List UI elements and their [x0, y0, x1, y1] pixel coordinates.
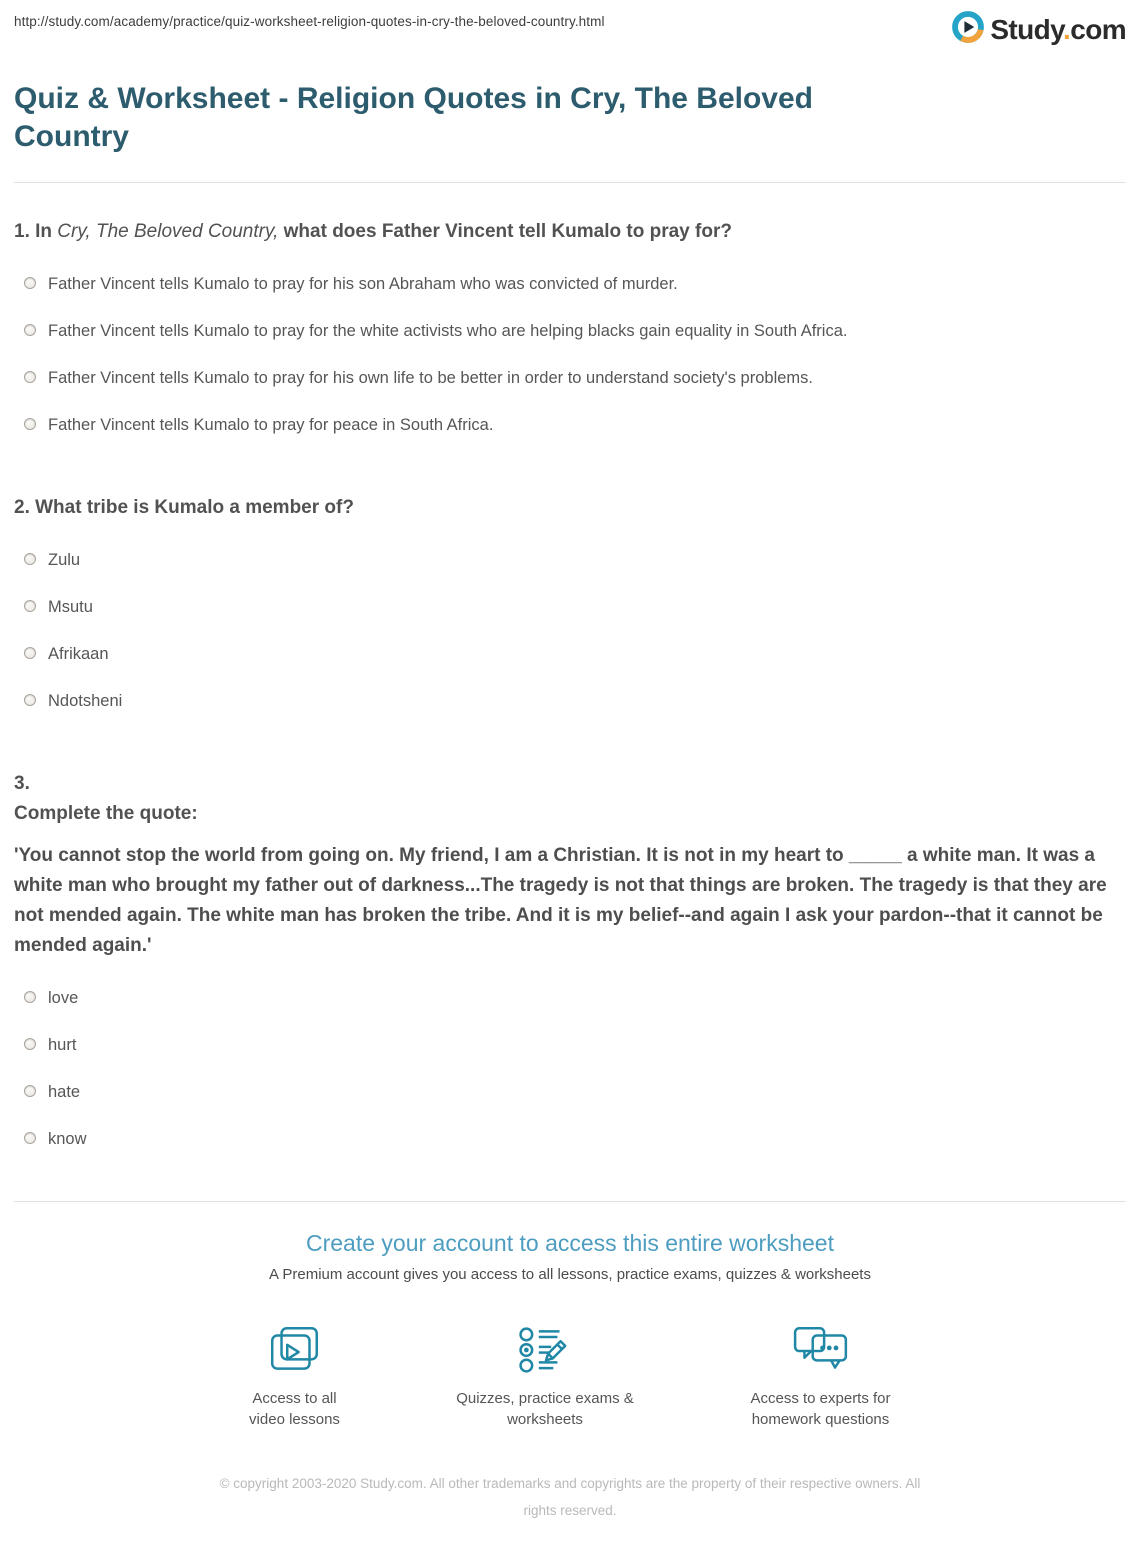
option-label: hate [48, 1083, 81, 1101]
answer-option[interactable] [14, 550, 1126, 570]
answer-option[interactable] [14, 274, 1126, 294]
option-label: Msutu [48, 598, 93, 616]
source-url: http://study.com/academy/practice/quiz-worksheet-religion-quotes-in-cry-the-beloved-country.html [14, 14, 605, 29]
title-divider [14, 182, 1126, 183]
question-1-options [14, 274, 1126, 435]
question-3-number: 3. [14, 773, 30, 794]
feature-label: Access to all video lessons [249, 1390, 340, 1428]
cta-divider [14, 1201, 1126, 1202]
question-2 [14, 493, 1126, 711]
feature-label: Access to experts for homework questions [750, 1390, 891, 1428]
answer-option[interactable] [14, 1082, 1126, 1102]
cta-section [14, 1230, 1126, 1283]
option-label: Father Vincent tells Kumalo to pray for his own life to be better in order to understand society's problems. [48, 369, 813, 387]
answer-option[interactable] [14, 597, 1126, 617]
play-circle-logo-icon [951, 10, 985, 49]
book-title-italic: Cry, The Beloved Country, [57, 221, 279, 242]
question-3-options [14, 988, 1126, 1149]
premium-subtext: A Premium account gives you access to all lessons, practice exams, quizzes & worksheets [269, 1266, 871, 1283]
feature-label: Quizzes, practice exams & worksheets [456, 1390, 634, 1428]
radio-button[interactable] [24, 694, 36, 706]
answer-option[interactable] [14, 644, 1126, 664]
question-2-text: 2. What tribe is Kumalo a member of? [14, 497, 354, 518]
study-com-logo[interactable] [951, 10, 1126, 49]
radio-button[interactable] [24, 553, 36, 565]
answer-option[interactable] [14, 691, 1126, 711]
option-label: love [48, 989, 79, 1007]
question-1-text: 1. In Cry, The Beloved Country, what does Father Vincent tell Kumalo to pray for? [14, 221, 732, 242]
answer-option[interactable] [14, 415, 1126, 435]
question-3 [14, 769, 1126, 1149]
radio-button[interactable] [24, 1132, 36, 1144]
radio-button[interactable] [24, 1085, 36, 1097]
option-label: Father Vincent tells Kumalo to pray for peace in South Africa. [48, 416, 494, 434]
question-1 [14, 217, 1126, 435]
radio-button[interactable] [24, 277, 36, 289]
option-label: hurt [48, 1036, 77, 1054]
option-label: Zulu [48, 551, 81, 569]
create-account-link[interactable]: Create your account to access this entire worksheet [306, 1230, 834, 1256]
option-label: Father Vincent tells Kumalo to pray for the white activists who are helping blacks gain equality in South Africa. [48, 322, 848, 340]
answer-option[interactable] [14, 1129, 1126, 1149]
experts-chat-icon [792, 1325, 850, 1375]
option-label: Father Vincent tells Kumalo to pray for his son Abraham who was convicted of murder. [48, 275, 678, 293]
radio-button[interactable] [24, 600, 36, 612]
option-label: know [48, 1130, 87, 1148]
logo-wordmark: Study.com [990, 13, 1126, 45]
option-label: Ndotsheni [48, 692, 123, 710]
quizzes-worksheets-icon [516, 1325, 574, 1375]
radio-button[interactable] [24, 418, 36, 430]
question-3-label: Complete the quote: [14, 803, 198, 824]
copyright-text: © copyright 2003-2020 Study.com. All other trademarks and copyrights are the property of their respective owners. All rights reserved. [219, 1476, 921, 1518]
option-label: Afrikaan [48, 645, 109, 663]
question-3-text [14, 769, 1126, 829]
question-2-options [14, 550, 1126, 711]
radio-button[interactable] [24, 647, 36, 659]
answer-option[interactable] [14, 321, 1126, 341]
answer-option[interactable] [14, 368, 1126, 388]
page-header [14, 0, 1126, 58]
radio-button[interactable] [24, 991, 36, 1003]
radio-button[interactable] [24, 324, 36, 336]
radio-button[interactable] [24, 371, 36, 383]
answer-option[interactable] [14, 988, 1126, 1008]
quote-paragraph: 'You cannot stop the world from going on. My friend, I am a Christian. It is not in my heart to _____ a white man. It was a white man who brought my father out of darkness...The tragedy is not that things are broken. The tragedy is that they are not mended again. The white man has broken the tribe. And it is my belief--and again I ask your pardon--that it cannot be mended again.' [14, 845, 1107, 956]
radio-button[interactable] [24, 1038, 36, 1050]
page-title: Quiz & Worksheet - Religion Quotes in Cry, The Beloved Country [14, 82, 813, 153]
video-lessons-icon [266, 1325, 324, 1375]
answer-option[interactable] [14, 1035, 1126, 1055]
